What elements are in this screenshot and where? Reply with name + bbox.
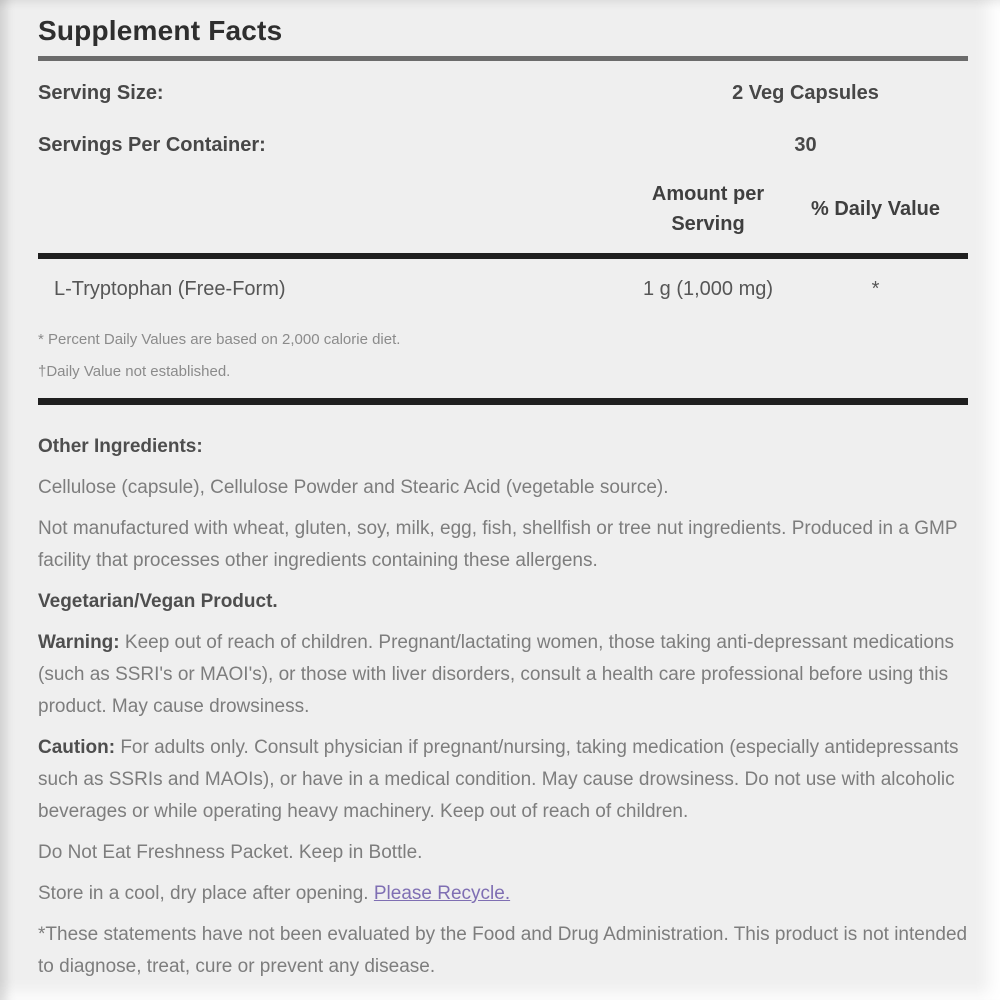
details-section bbox=[38, 405, 968, 983]
diet-statement bbox=[38, 586, 968, 618]
facts-column-headers bbox=[38, 179, 968, 239]
table-bottom-rule bbox=[38, 398, 968, 405]
footnote-daily-value-not-established: †Daily Value not established. bbox=[38, 363, 231, 380]
serving-size-label: Serving Size: bbox=[38, 82, 164, 104]
ingredient-name: L-Tryptophan (Free-Form) bbox=[54, 278, 286, 300]
ingredient-amount: 1 g (1,000 mg) bbox=[642, 278, 774, 300]
amount-per-serving-header: Amount per Serving bbox=[651, 183, 765, 235]
caution-text: For adults only. Consult physician if pregnant/nursing, taking medication (especially antidepressants such as SSRIs and MAOIs), or have in a medical condition. May cause drowsiness. Do not use with alcoholic beverages or while operating heavy machinery. Keep out of reach of children. bbox=[38, 737, 959, 822]
caution-paragraph bbox=[38, 732, 968, 828]
warning-text: Keep out of reach of children. Pregnant/lactating women, those taking anti-depressant medications (such as SSRI's or MAOI's), or those with liver disorders, consult a health care professional before using this product. May cause drowsiness. bbox=[38, 632, 955, 717]
warning-label: Warning: bbox=[38, 632, 120, 653]
ingredient-daily-value: * bbox=[871, 278, 880, 300]
servings-per-container-row bbox=[38, 133, 968, 157]
caution-label: Caution: bbox=[38, 737, 116, 758]
panel-title: Supplement Facts bbox=[38, 15, 283, 46]
fda-disclaimer: *These statements have not been evaluated by the Food and Drug Administration. This product is not intended to diagnose, treat, cure or prevent any disease. bbox=[38, 924, 968, 977]
title-rule bbox=[38, 56, 968, 61]
storage-note-text: Store in a cool, dry place after opening. bbox=[38, 883, 374, 904]
storage-note-paragraph bbox=[38, 878, 968, 910]
other-ingredients-label: Other Ingredients: bbox=[38, 436, 203, 457]
diet-statement-label: Vegetarian/Vegan Product. bbox=[38, 591, 278, 612]
serving-size-row bbox=[38, 81, 968, 105]
other-ingredients-text: Cellulose (capsule), Cellulose Powder and Stearic Acid (vegetable source). bbox=[38, 477, 669, 498]
percent-daily-value-header: % Daily Value bbox=[811, 198, 940, 220]
ingredient-row bbox=[38, 277, 968, 301]
servings-per-container-value: 30 bbox=[794, 134, 817, 156]
other-ingredients-heading bbox=[38, 431, 968, 463]
footnote-percent-daily-values: * Percent Daily Values are based on 2,000 calorie diet. bbox=[38, 331, 401, 348]
servings-per-container-label: Servings Per Container: bbox=[38, 134, 266, 156]
warning-paragraph bbox=[38, 627, 968, 723]
please-recycle-link[interactable]: Please Recycle. bbox=[373, 883, 511, 904]
serving-size-value: 2 Veg Capsules bbox=[732, 82, 879, 104]
table-top-rule bbox=[38, 253, 968, 259]
freshness-note: Do Not Eat Freshness Packet. Keep in Bottle. bbox=[38, 842, 423, 863]
allergen-statement: Not manufactured with wheat, gluten, soy, milk, egg, fish, shellfish or tree nut ingredients. Produced in a GMP facility that processes other ingredients containing these allergens. bbox=[38, 518, 958, 571]
